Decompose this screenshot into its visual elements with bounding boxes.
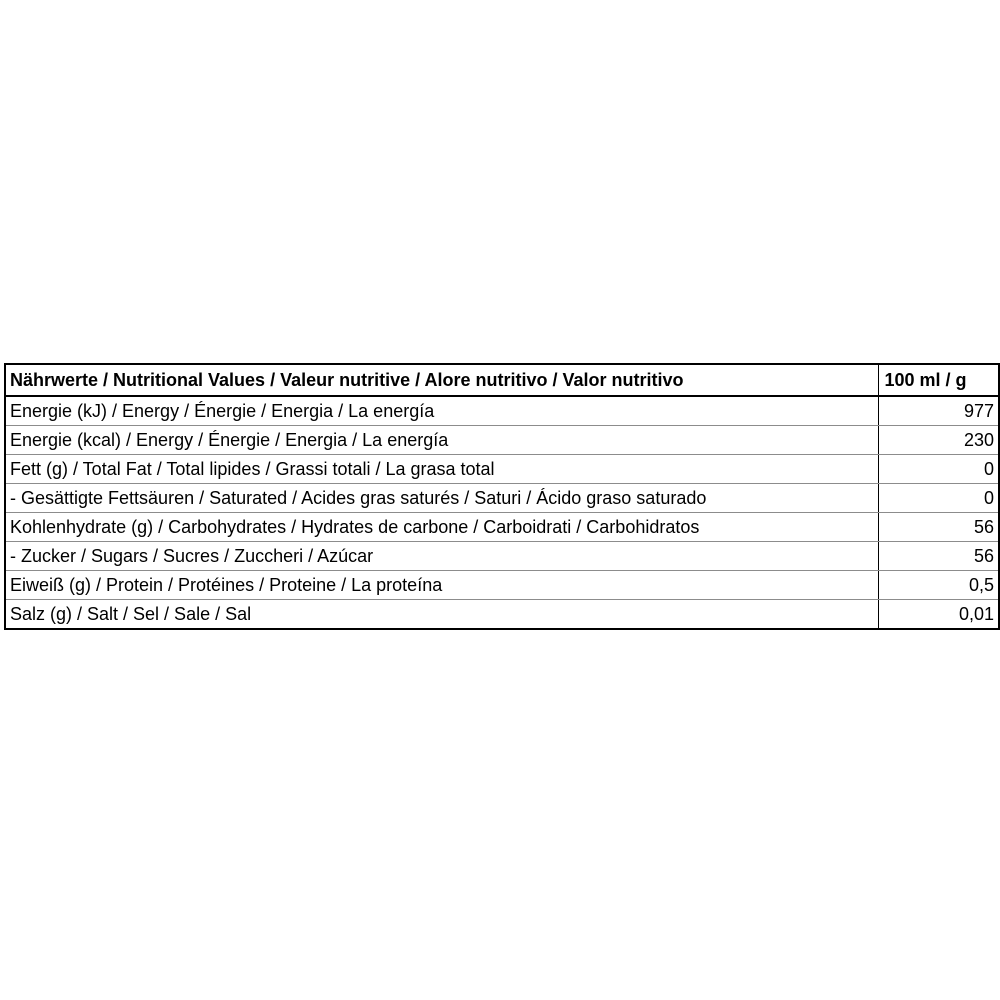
table-header-row: [5, 364, 999, 396]
nutrient-value: 56: [878, 513, 999, 542]
nutrient-label: Eiweiß (g) / Protein / Protéines / Proteine / La proteína: [5, 571, 878, 600]
nutrient-label: Salz (g) / Salt / Sel / Sale / Sal: [5, 600, 878, 630]
table-row: [5, 426, 999, 455]
nutrition-table: [4, 363, 1000, 630]
nutrient-value: 0,01: [958, 604, 994, 624]
table-row: [5, 571, 999, 600]
table-row: [5, 396, 999, 426]
header-unit: 100 ml / g: [878, 364, 999, 396]
nutrient-value: 0,5: [878, 571, 999, 600]
table-row: [5, 455, 999, 484]
nutrient-label: - Gesättigte Fettsäuren / Saturated / Acides gras saturés / Saturi / Ácido graso saturado: [5, 484, 878, 513]
nutrient-value: 0: [878, 484, 999, 513]
nutrient-label: Energie (kJ) / Energy / Énergie / Energia / La energía: [5, 396, 878, 426]
nutrient-value: 56: [878, 542, 999, 571]
header-label: Nährwerte / Nutritional Values / Valeur nutritive / Alore nutritivo / Valor nutritivo: [5, 364, 878, 396]
nutrient-value: 977: [878, 396, 999, 426]
nutrient-value: 0: [878, 455, 999, 484]
nutrient-label: Kohlenhydrate (g) / Carbohydrates / Hydrates de carbone / Carboidrati / Carbohidratos: [5, 513, 878, 542]
table-row: [5, 513, 999, 542]
table-row: [5, 600, 999, 630]
table-row: [5, 542, 999, 571]
nutrient-label: Fett (g) / Total Fat / Total lipides / Grassi totali / La grasa total: [5, 455, 878, 484]
nutrient-value: 230: [878, 426, 999, 455]
nutrient-label: Energie (kcal) / Energy / Énergie / Energia / La energía: [5, 426, 878, 455]
nutrient-label: - Zucker / Sugars / Sucres / Zuccheri / Azúcar: [5, 542, 878, 571]
table-row: [5, 484, 999, 513]
